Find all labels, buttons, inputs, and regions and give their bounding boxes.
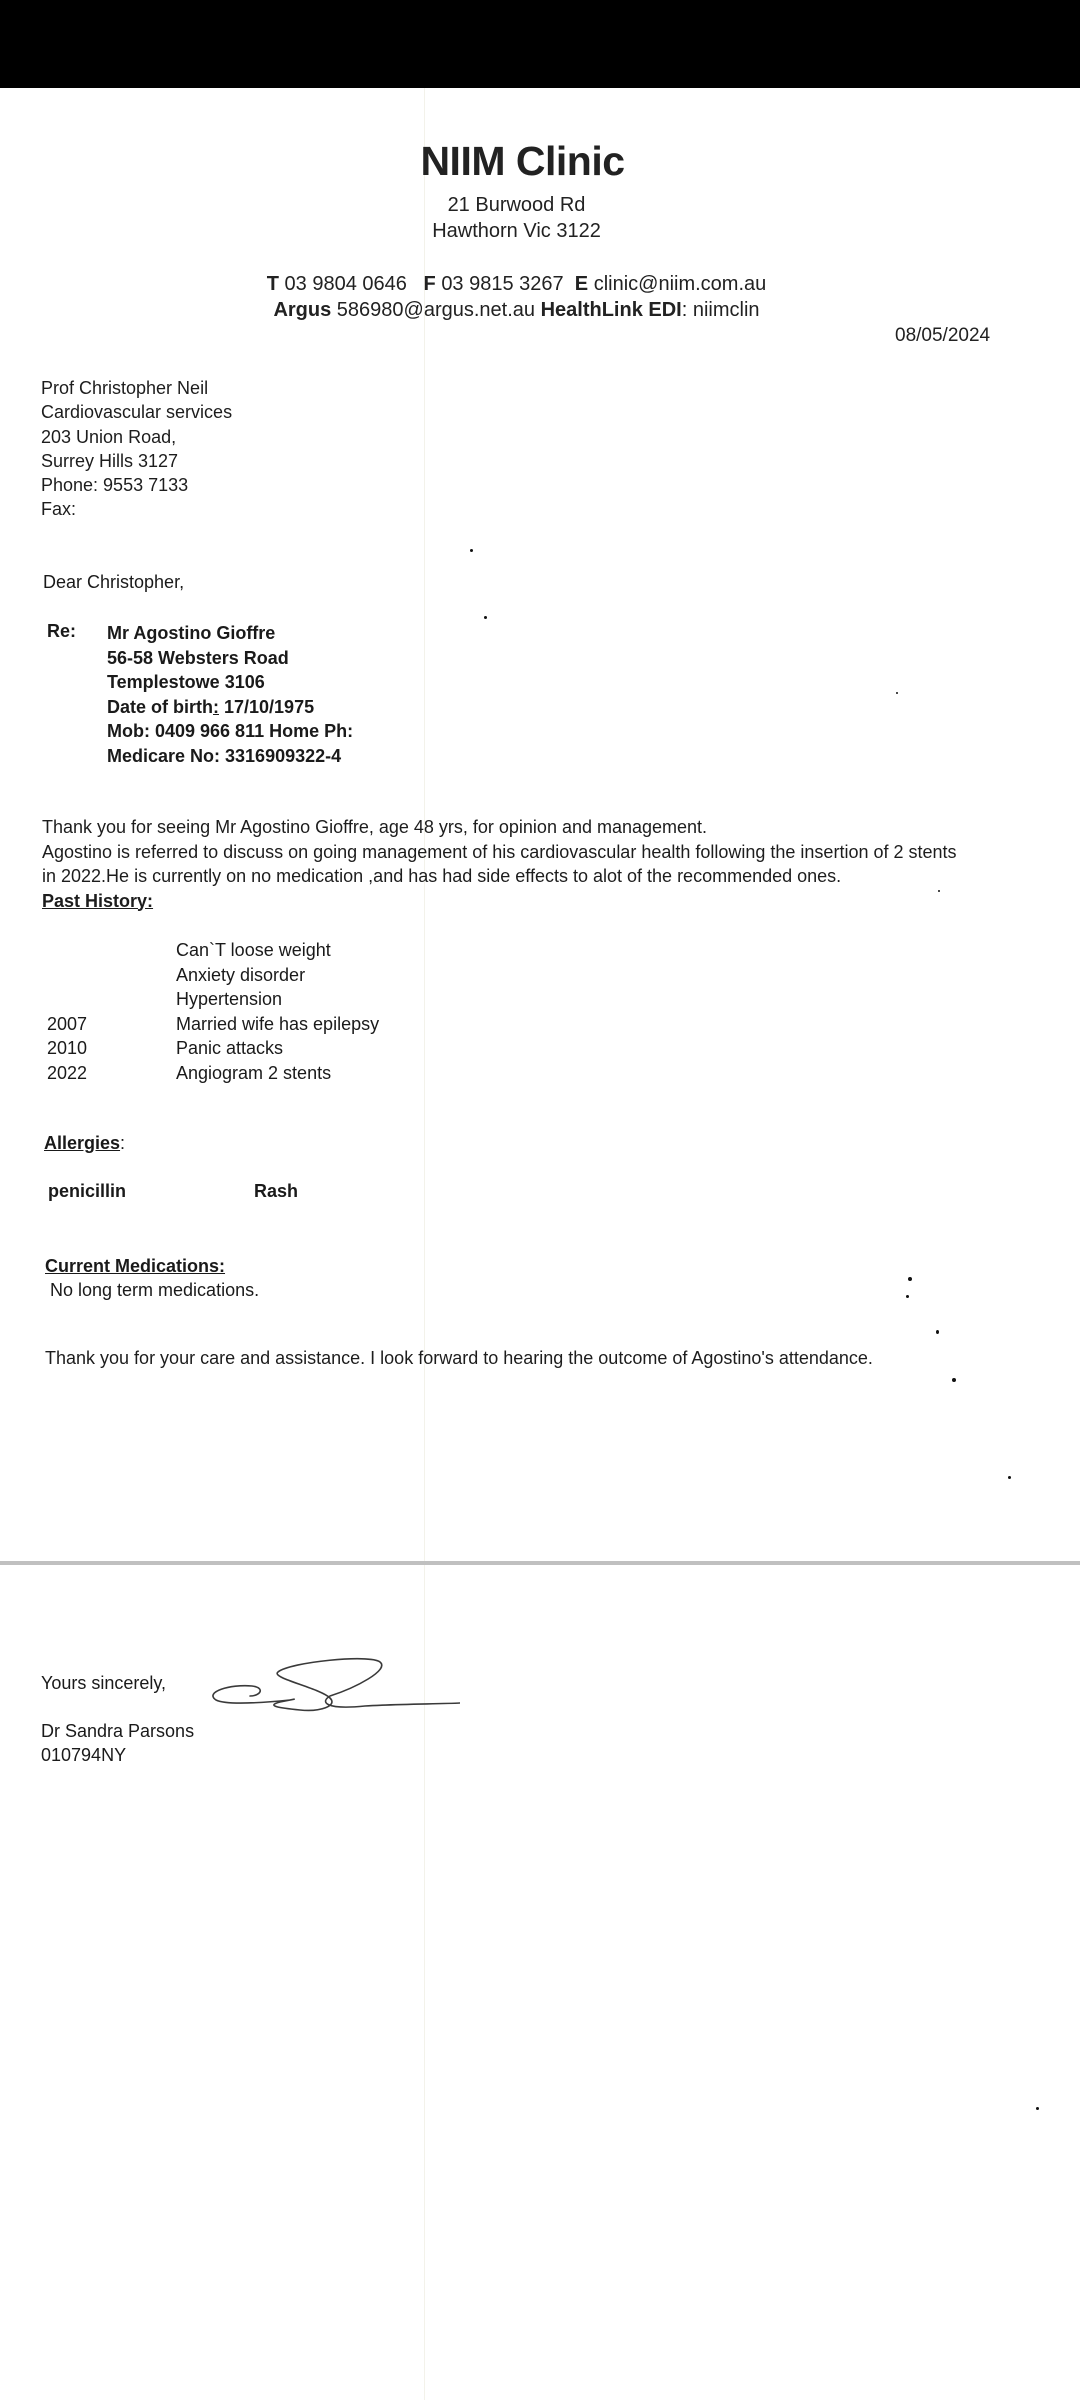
dob-colon: : xyxy=(213,696,219,717)
scan-speck xyxy=(908,1277,912,1281)
recipient-phone: Phone: 9553 7133 xyxy=(41,475,189,496)
allergies-colon: : xyxy=(120,1133,126,1153)
clinic-contact-line2: Argus 586980@argus.net.au HealthLink EDI: niimclin xyxy=(273,299,760,321)
clinic-name: NIIM Clinic xyxy=(420,138,625,184)
re-label: Re: xyxy=(47,621,77,641)
body-line-1: Thank you for seeing Mr Agostino Gioffre, age 48 yrs, for opinion and management. xyxy=(42,817,708,837)
scan-speck xyxy=(470,549,473,552)
healthlink-label: HealthLink EDI xyxy=(540,299,682,321)
patient-medicare: Medicare No: 3316909322-4 xyxy=(107,745,342,766)
history-condition: Anxiety disorder xyxy=(176,964,306,985)
top-black-bar xyxy=(0,0,1080,88)
patient-dob xyxy=(107,695,353,720)
scan-fold-line xyxy=(424,88,425,2400)
patient-suburb: Templestowe 3106 xyxy=(107,672,265,693)
history-row xyxy=(47,1061,379,1086)
clinic-argus: 586980@argus.net.au xyxy=(336,299,536,321)
history-row xyxy=(47,938,379,963)
recipient-block xyxy=(41,376,232,522)
recipient-name: Prof Christopher Neil xyxy=(41,378,209,398)
past-history-list xyxy=(47,938,379,1085)
clinic-email: clinic@niim.com.au xyxy=(593,273,767,295)
patient-phones: Mob: 0409 966 811 Home Ph: xyxy=(107,721,354,742)
history-condition: Can`T loose weight xyxy=(176,940,331,960)
history-year xyxy=(47,963,176,988)
scan-speck xyxy=(938,890,940,892)
recipient-suburb: Surrey Hills 3127 xyxy=(41,450,179,471)
letter-date: 08/05/2024 xyxy=(895,325,991,346)
scan-speck xyxy=(896,692,898,694)
allergy-row xyxy=(48,1181,298,1202)
history-year: 2007 xyxy=(47,1013,88,1034)
history-condition: Hypertension xyxy=(176,989,283,1009)
history-row xyxy=(47,1036,379,1061)
signature-stroke xyxy=(213,1659,460,1711)
history-condition: Panic attacks xyxy=(176,1038,284,1058)
valediction: Yours sincerely, xyxy=(41,1673,167,1693)
body-line-2: Agostino is referred to discuss on going management of his cardiovascular health following the insertion of 2 stents xyxy=(42,841,957,862)
medications-heading: Current Medications: xyxy=(45,1256,226,1276)
page-divider xyxy=(0,1561,1080,1565)
signer-provider-number: 010794NY xyxy=(41,1745,127,1765)
scan-speck xyxy=(1008,1476,1011,1479)
scan-speck xyxy=(906,1295,909,1298)
clinic-healthlink: niimclin xyxy=(692,299,760,321)
allergy-substance: penicillin xyxy=(48,1181,127,1201)
salutation: Dear Christopher, xyxy=(43,572,185,592)
history-year xyxy=(47,987,176,1012)
signature-image xyxy=(180,1640,460,1720)
fax-label: F xyxy=(423,273,436,295)
phone-label: T xyxy=(266,273,279,295)
history-condition: Angiogram 2 stents xyxy=(176,1062,332,1083)
patient-name: Mr Agostino Gioffre xyxy=(107,623,276,643)
argus-label: Argus xyxy=(273,299,332,321)
allergy-reaction: Rash xyxy=(254,1181,299,1201)
medications-value: No long term medications. xyxy=(50,1280,260,1300)
history-year xyxy=(47,938,176,963)
recipient-fax: Fax: xyxy=(41,499,77,520)
history-row xyxy=(47,987,379,1012)
clinic-address-line1: 21 Burwood Rd xyxy=(447,194,586,216)
scan-speck xyxy=(936,1330,939,1334)
clinic-address-line2: Hawthorn Vic 3122 xyxy=(432,220,601,242)
allergies-heading xyxy=(44,1133,125,1154)
signer-name: Dr Sandra Parsons xyxy=(41,1721,195,1741)
history-row xyxy=(47,1012,379,1037)
patient-details xyxy=(107,621,353,769)
allergies-heading-text: Allergies xyxy=(44,1133,121,1153)
history-year: 2010 xyxy=(47,1038,88,1058)
body-line-3: in 2022.He is currently on no medication ,and has had side effects to alot of the recommended ones. xyxy=(42,866,842,886)
dob-value: 17/10/1975 xyxy=(219,696,315,717)
recipient-department: Cardiovascular services xyxy=(41,402,233,423)
past-history-heading: Past History: xyxy=(42,890,154,911)
scan-speck xyxy=(484,616,487,619)
email-label: E xyxy=(574,273,589,295)
clinic-fax: 03 9815 3267 xyxy=(441,273,564,295)
clinic-contact-line1 xyxy=(0,273,1033,296)
history-condition: Married wife has epilepsy xyxy=(176,1013,380,1034)
recipient-street: 203 Union Road, xyxy=(41,426,177,447)
history-row xyxy=(47,963,379,988)
closing-sentence: Thank you for your care and assistance. I look forward to hearing the outcome of Agostino's attendance. xyxy=(45,1348,873,1368)
clinic-phone: 03 9804 0646 xyxy=(284,273,407,295)
scan-speck xyxy=(952,1378,956,1382)
scan-speck xyxy=(1036,2107,1039,2110)
dob-label: Date of birth xyxy=(107,696,213,717)
referral-body xyxy=(42,815,957,913)
patient-street: 56-58 Websters Road xyxy=(107,647,289,668)
history-year: 2022 xyxy=(47,1062,88,1083)
